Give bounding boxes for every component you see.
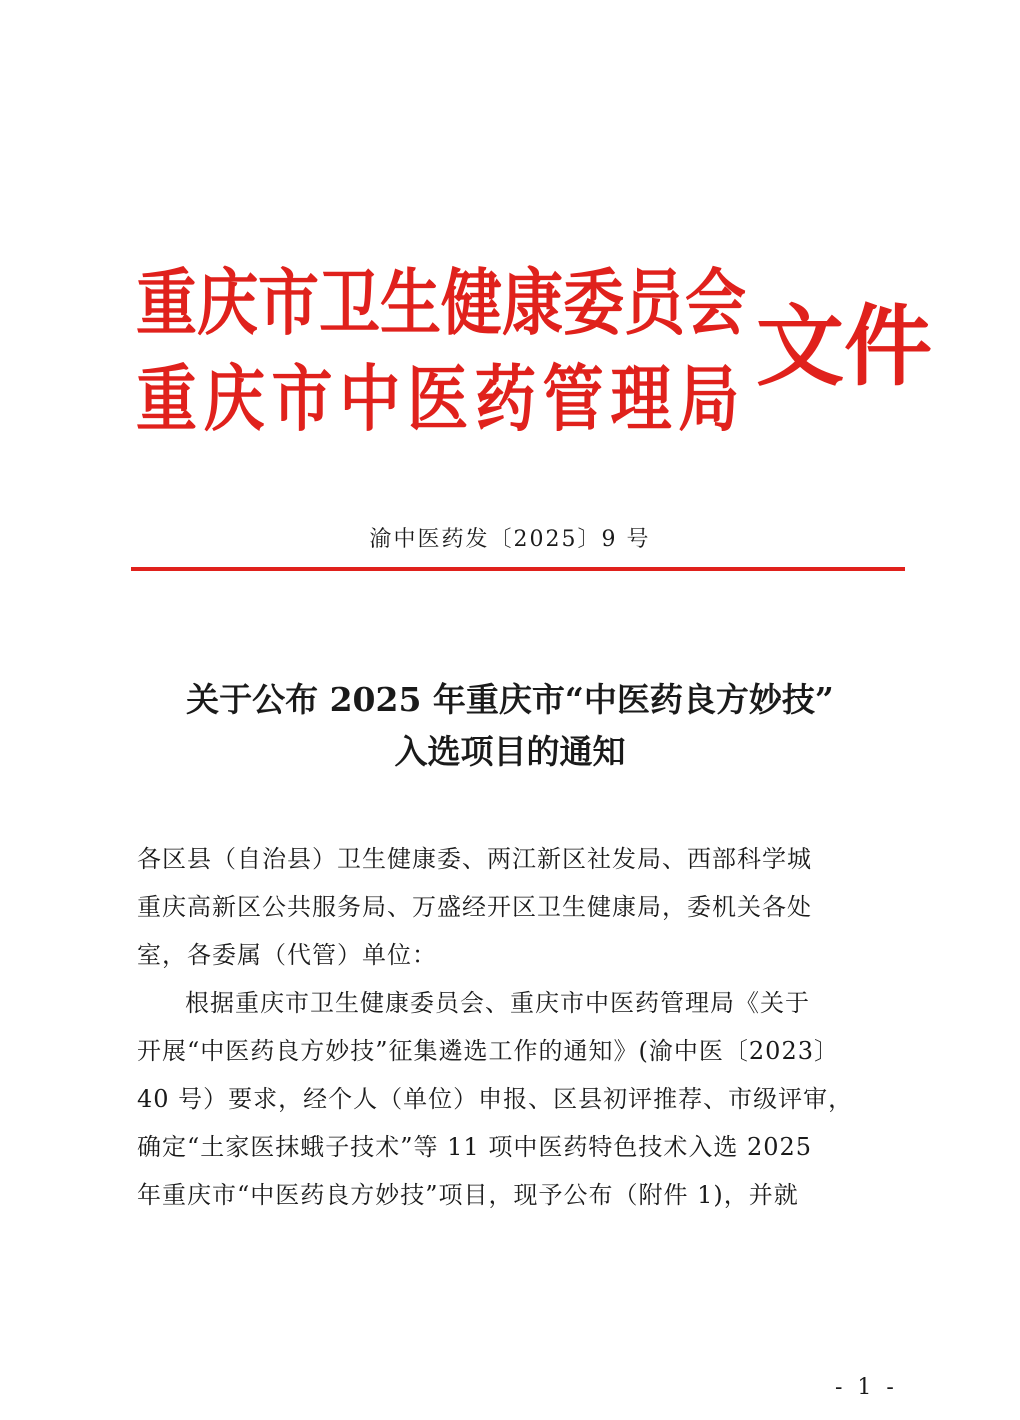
page-number: - 1 -	[835, 1375, 898, 1400]
notice-title-line-1: 关于公布 2025 年重庆市“中医药良方妙技”	[186, 680, 834, 719]
document-number: 渝中医药发〔2025〕9 号	[369, 527, 651, 552]
red-divider	[131, 567, 905, 571]
document-header	[128, 255, 933, 465]
body-line: 确定“土家医抹蛾子技术”等 11 项中医药特色技术入选 2025	[137, 1133, 813, 1161]
body-line: 室，各委属（代管）单位：	[137, 941, 437, 969]
body-line: 年重庆市“中医药良方妙技”项目，现予公布（附件 1)，并就	[137, 1181, 799, 1209]
body-line: 重庆高新区公共服务局、万盛经开区卫生健康局，委机关各处	[137, 893, 812, 921]
issuing-org-tcm-bureau: 重庆市中医药管理局	[136, 357, 747, 441]
body-line: 40 号）要求，经个人（单位）申报、区县初评推荐、市级评审，	[137, 1085, 854, 1113]
body-line: 各区县（自治县）卫生健康委、两江新区社发局、西部科学城	[137, 845, 812, 873]
document-type-label: 文件	[756, 295, 933, 398]
body-line: 开展“中医药良方妙技”征集遴选工作的通知》(渝中医〔2023〕	[137, 1037, 839, 1065]
issuing-org-health-commission: 重庆市卫生健康委员会	[136, 261, 747, 345]
body-line: 根据重庆市卫生健康委员会、重庆市中医药管理局《关于	[185, 989, 810, 1017]
notice-title-line-2: 入选项目的通知	[394, 732, 626, 771]
